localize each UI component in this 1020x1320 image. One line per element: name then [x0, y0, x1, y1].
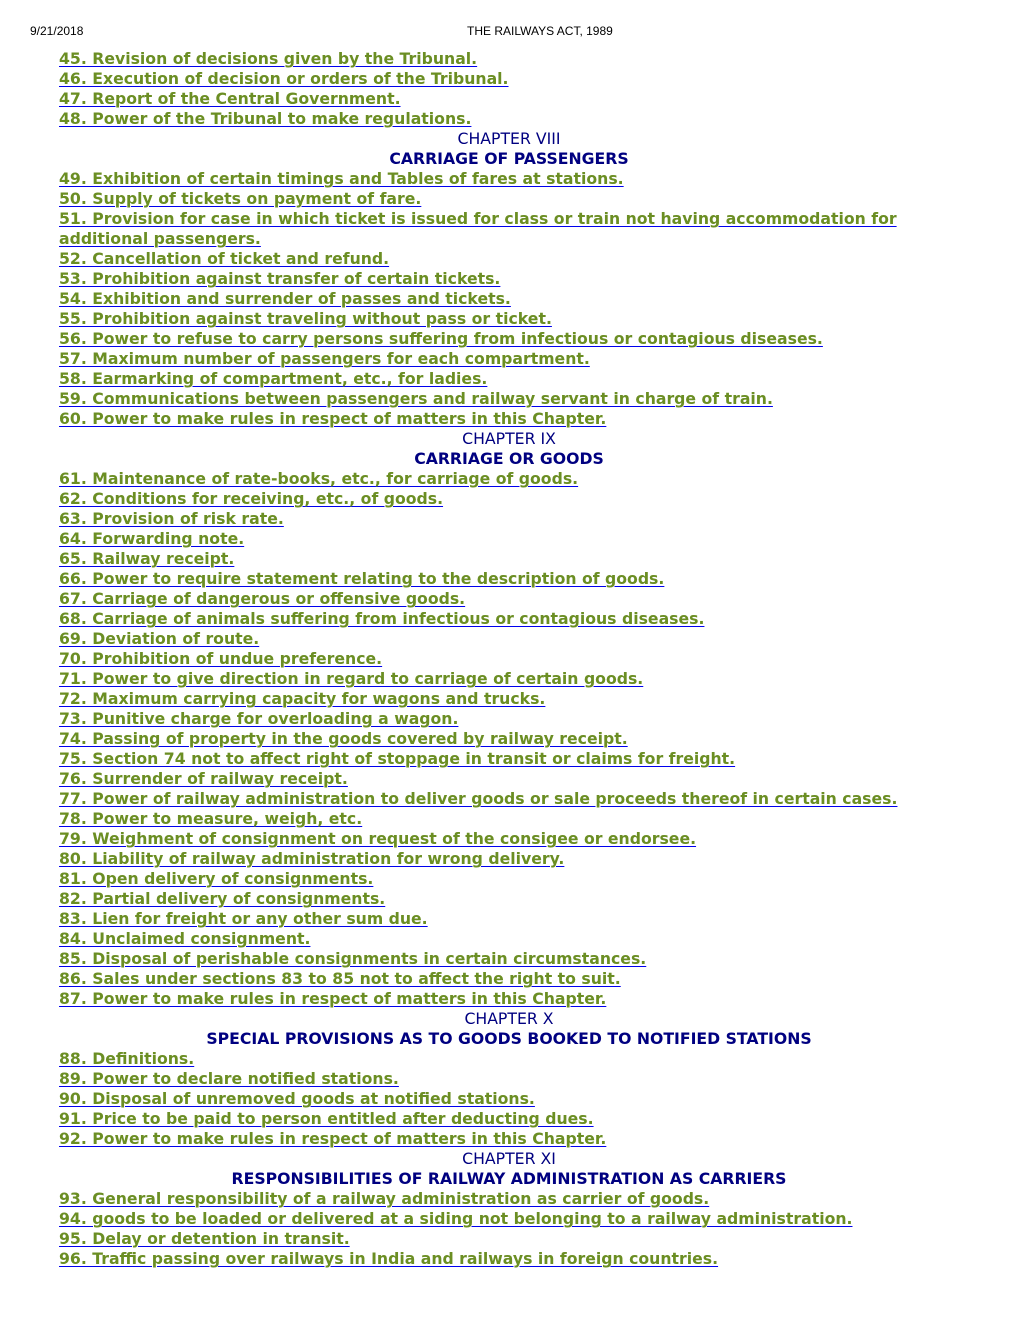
section-link[interactable]: 66. Power to require statement relating to the description of goods.: [59, 569, 665, 588]
section-link[interactable]: 67. Carriage of dangerous or offensive goods.: [59, 589, 466, 608]
section-link[interactable]: 48. Power of the Tribunal to make regulations.: [59, 109, 472, 128]
section-link[interactable]: 46. Execution of decision or orders of the Tribunal.: [59, 69, 509, 88]
section-link[interactable]: 55. Prohibition against traveling without pass or ticket.: [59, 309, 552, 328]
section-link[interactable]: 59. Communications between passengers and railway servant in charge of train.: [59, 389, 773, 408]
document-title: THE RAILWAYS ACT, 1989: [467, 24, 613, 38]
table-of-contents: [59, 49, 959, 1269]
chapter-number: CHAPTER VIII: [457, 129, 561, 148]
section-link[interactable]: 95. Delay or detention in transit.: [59, 1229, 350, 1248]
section-link[interactable]: 92. Power to make rules in respect of matters in this Chapter.: [59, 1129, 607, 1148]
section-link[interactable]: 57. Maximum number of passengers for each compartment.: [59, 349, 590, 368]
section-link[interactable]: 58. Earmarking of compartment, etc., for ladies.: [59, 369, 488, 388]
section-link[interactable]: 94. goods to be loaded or delivered at a siding not belonging to a railway administration.: [59, 1209, 853, 1228]
section-link[interactable]: 96. Traffic passing over railways in India and railways in foreign countries.: [59, 1249, 719, 1268]
section-link[interactable]: 81. Open delivery of consignments.: [59, 869, 374, 888]
section-link[interactable]: 82. Partial delivery of consignments.: [59, 889, 386, 908]
chapter-title: SPECIAL PROVISIONS AS TO GOODS BOOKED TO NOTIFIED STATIONS: [206, 1029, 812, 1048]
section-link[interactable]: 89. Power to declare notified stations.: [59, 1069, 399, 1088]
section-link[interactable]: 47. Report of the Central Government.: [59, 89, 401, 108]
section-link[interactable]: 75. Section 74 not to affect right of stoppage in transit or claims for freight.: [59, 749, 736, 768]
section-link[interactable]: 69. Deviation of route.: [59, 629, 260, 648]
chapter-number: CHAPTER X: [464, 1009, 554, 1028]
chapter-title: CARRIAGE OR GOODS: [414, 449, 604, 468]
section-link[interactable]: 45. Revision of decisions given by the Tribunal.: [59, 49, 478, 68]
section-link[interactable]: 84. Unclaimed consignment.: [59, 929, 311, 948]
section-link[interactable]: 85. Disposal of perishable consignments in certain circumstances.: [59, 949, 647, 968]
section-link[interactable]: 65. Railway receipt.: [59, 549, 235, 568]
section-link[interactable]: 68. Carriage of animals suffering from infectious or contagious diseases.: [59, 609, 705, 628]
section-link[interactable]: 83. Lien for freight or any other sum due.: [59, 909, 428, 928]
section-link[interactable]: 77. Power of railway administration to deliver goods or sale proceeds thereof in certain cases.: [59, 789, 898, 808]
section-link[interactable]: 60. Power to make rules in respect of matters in this Chapter.: [59, 409, 607, 428]
section-link[interactable]: 93. General responsibility of a railway administration as carrier of goods.: [59, 1189, 710, 1208]
chapter-title: RESPONSIBILITIES OF RAILWAY ADMINISTRATION AS CARRIERS: [231, 1169, 787, 1188]
print-date: 9/21/2018: [30, 24, 84, 38]
section-link[interactable]: 63. Provision of risk rate.: [59, 509, 284, 528]
section-link[interactable]: 73. Punitive charge for overloading a wagon.: [59, 709, 459, 728]
section-link[interactable]: 61. Maintenance of rate-books, etc., for carriage of goods.: [59, 469, 579, 488]
section-link[interactable]: 74. Passing of property in the goods covered by railway receipt.: [59, 729, 628, 748]
section-link[interactable]: 54. Exhibition and surrender of passes and tickets.: [59, 289, 511, 308]
section-link[interactable]: 90. Disposal of unremoved goods at notified stations.: [59, 1089, 535, 1108]
section-link[interactable]: 70. Prohibition of undue preference.: [59, 649, 383, 668]
chapter-number: CHAPTER XI: [462, 1149, 556, 1168]
section-link[interactable]: 56. Power to refuse to carry persons suffering from infectious or contagious diseases.: [59, 329, 823, 348]
section-link[interactable]: 86. Sales under sections 83 to 85 not to affect the right to suit.: [59, 969, 621, 988]
chapter-title: CARRIAGE OF PASSENGERS: [389, 149, 629, 168]
section-link[interactable]: 72. Maximum carrying capacity for wagons and trucks.: [59, 689, 546, 708]
page-header: [0, 24, 1020, 40]
section-link[interactable]: 79. Weighment of consignment on request of the consigee or endorsee.: [59, 829, 697, 848]
chapter-number: CHAPTER IX: [462, 429, 556, 448]
section-link[interactable]: 52. Cancellation of ticket and refund.: [59, 249, 390, 268]
section-link[interactable]: 87. Power to make rules in respect of matters in this Chapter.: [59, 989, 607, 1008]
section-link[interactable]: 76. Surrender of railway receipt.: [59, 769, 348, 788]
section-link[interactable]: 71. Power to give direction in regard to carriage of certain goods.: [59, 669, 644, 688]
section-link[interactable]: 64. Forwarding note.: [59, 529, 245, 548]
section-link[interactable]: 49. Exhibition of certain timings and Tables of fares at stations.: [59, 169, 624, 188]
section-link[interactable]: 78. Power to measure, weigh, etc.: [59, 809, 363, 828]
section-link[interactable]: 51. Provision for case in which ticket is issued for class or train not having accommodation for additional passengers.: [59, 209, 897, 248]
section-link[interactable]: 80. Liability of railway administration for wrong delivery.: [59, 849, 565, 868]
section-link[interactable]: 91. Price to be paid to person entitled after deducting dues.: [59, 1109, 594, 1128]
section-link[interactable]: 53. Prohibition against transfer of certain tickets.: [59, 269, 501, 288]
section-link[interactable]: 88. Definitions.: [59, 1049, 195, 1068]
section-link[interactable]: 50. Supply of tickets on payment of fare.: [59, 189, 422, 208]
section-link[interactable]: 62. Conditions for receiving, etc., of goods.: [59, 489, 444, 508]
